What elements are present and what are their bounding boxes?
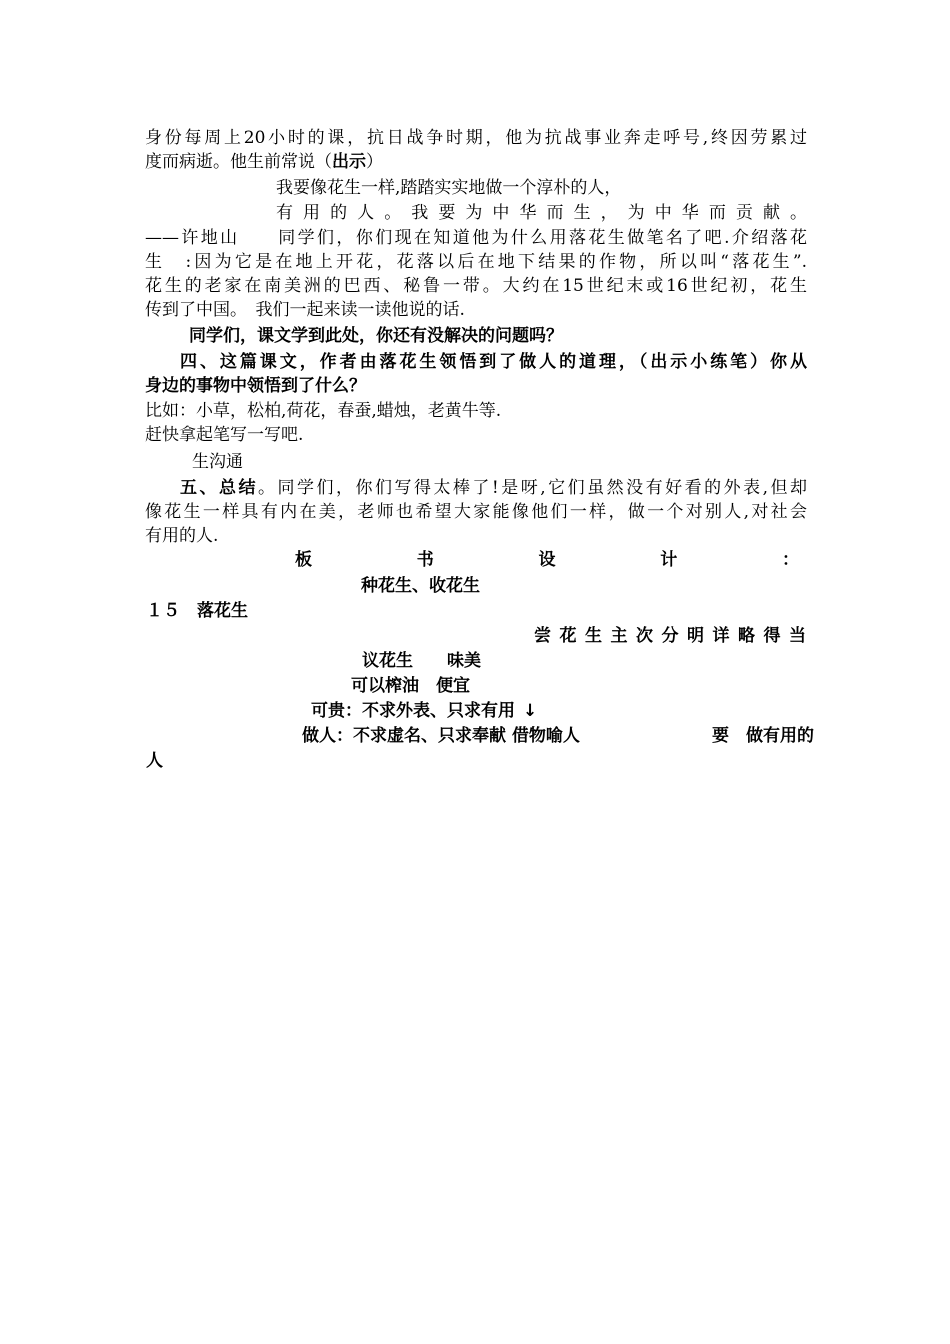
paragraph-line: 身份每周上20小时的课，抗日战争时期，他为抗战事业奔走呼号,终因劳累过	[145, 128, 807, 148]
quote-line: 我要像花生一样,踏踏实实地做一个淳朴的人，	[276, 178, 622, 198]
paragraph-line	[145, 150, 807, 174]
example-line: 赶快拿起笔写一写吧.	[145, 425, 304, 445]
board-lesson: １５ 落花生	[146, 601, 248, 621]
text-run: 度而病逝。他生前常说（	[145, 152, 332, 172]
section-four-heading: 四、这篇课文，作者由落花生领悟到了做人的道理，（出示小练笔）你从	[180, 352, 807, 372]
summary-line: 有用的人.	[145, 526, 219, 546]
board-taste: 尝花生主次分明详略得当	[534, 626, 806, 646]
board-title: 板书设计：	[295, 550, 799, 570]
down-arrow-icon: ↓	[523, 701, 538, 721]
show-label: 出示	[332, 152, 366, 172]
board-person: 做人：不求虚名、只求奉献 借物喻人	[302, 726, 580, 746]
board-oil: 可以榨油 便宜	[351, 676, 470, 696]
board-discuss: 议花生 味美	[362, 651, 481, 671]
paragraph-line: 传到了中国。 我们一起来读一读他说的话.	[145, 300, 465, 320]
summary-line	[180, 476, 807, 500]
summary-line: 像花生一样具有内在美，老师也希望大家能像他们一样，做一个对别人,对社会	[145, 502, 807, 522]
question-heading: 同学们，课文学到此处，你还有没解决的问题吗？	[189, 326, 563, 346]
text-run: ）	[366, 152, 383, 172]
text-run: 。同学们，你们写得太棒了!是呀,它们虽然没有好看的外表,但却	[257, 478, 807, 498]
paragraph-line: ——许地山 同学们，你们现在知道他为什么用落花生做笔名了吧.介绍落花	[145, 228, 807, 248]
board-precious-text: 可贵：不求外表、只求有用	[311, 701, 515, 721]
board-plant: 种花生、收花生	[361, 576, 480, 596]
communication-line: 生沟通	[192, 452, 243, 472]
paragraph-line: 生 :因为它是在地上开花，花落以后在地下结果的作物，所以叫“落花生”.	[145, 252, 807, 272]
example-line: 比如：小草，松柏,荷花，春蚕,蜡烛，老黄牛等.	[145, 401, 502, 421]
quote-line: 有用的人。我要为中华而生，为中华而贡献。	[276, 203, 807, 223]
paragraph-line: 花生的老家在南美洲的巴西、秘鲁一带。大约在15世纪末或16世纪初，花生	[145, 276, 807, 296]
board-want: 要 做有用的	[712, 726, 814, 746]
board-precious	[311, 699, 537, 723]
board-ren: 人	[146, 751, 163, 771]
summary-heading: 五、总结	[180, 478, 258, 498]
section-four-heading: 身边的事物中领悟到了什么？	[145, 376, 366, 396]
